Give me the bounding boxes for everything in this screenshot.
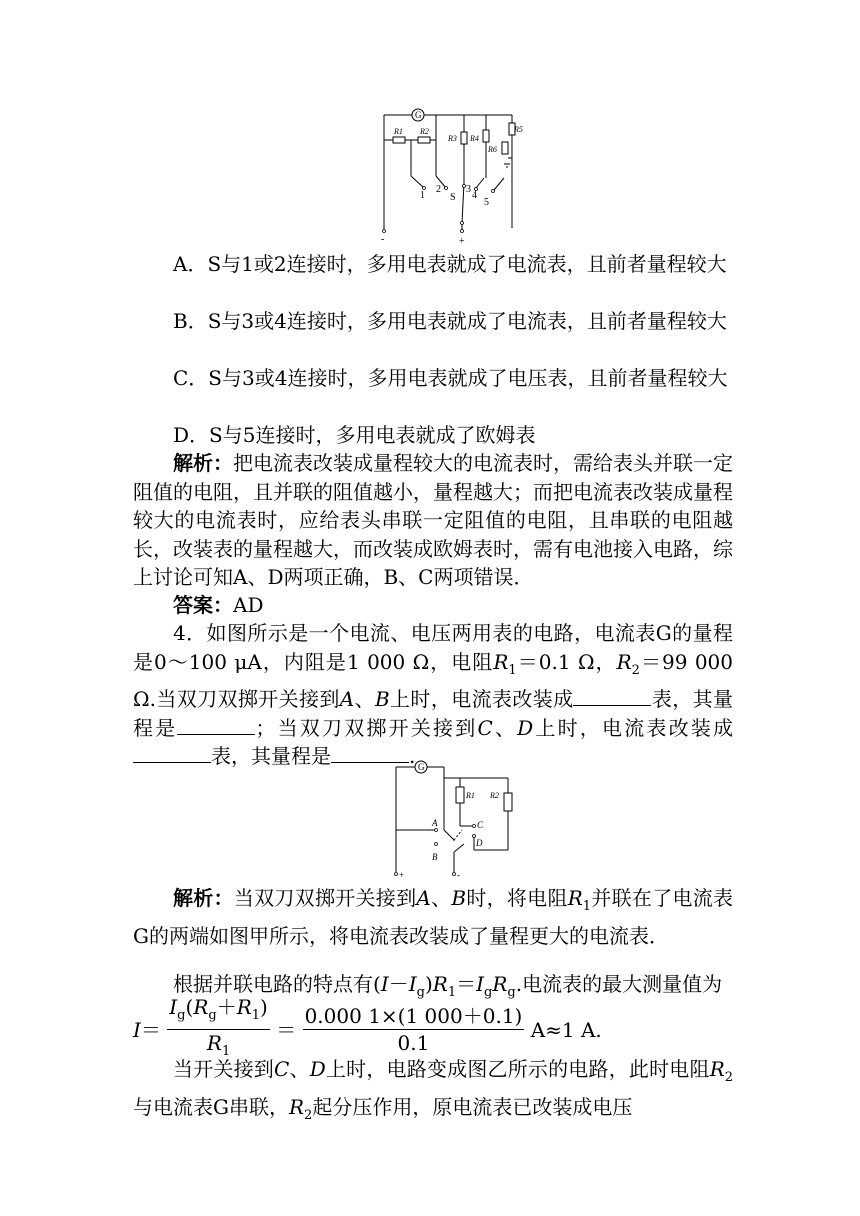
- formula-paragraph: 根据并联电路的特点有$(I-I_g)R_1=I_gR_g$.电流表的最大测量值为: [173, 972, 723, 1000]
- label-d2: D: [476, 838, 483, 848]
- label-plus: +: [459, 236, 465, 247]
- label-r6: R6: [488, 145, 497, 154]
- label-b2: B: [432, 852, 438, 862]
- circuit-diagram-multimeter: [376, 108, 536, 248]
- answer-text: AD: [233, 593, 264, 617]
- analysis-3: 当开关接到C、D上时，电路变成图乙所示的电路，此时电阻$R_2$与电流表G串联，$R_2$起分压作用，原电流表已改装成电压: [133, 1057, 734, 1123]
- formula-fraction-right: $\frac{0.000 1\times(1 000+0.1)}{0.1}$: [304, 1004, 523, 1055]
- label-a2: A: [432, 818, 438, 828]
- question-4: 4．如图所示是一个电流、电压两用表的电路，电流表G的量程是0～100 μA，内阻是1 000 Ω，电阻$R_1=0.1$ Ω，$R_2=99$ 000 Ω.当双刀双掷开关接到A、B上时，电流表改装成 表，其量程是 ；当双刀双掷开关接到C、D上时，电流表改装成表，其量程是 .: [133, 621, 734, 768]
- option-b: B．S与3或4连接时，多用电表就成了电流表，且前者量程较大: [173, 309, 727, 333]
- label-r1-2: R1: [466, 791, 475, 800]
- label-1: 1: [420, 190, 425, 201]
- label-r2: R2: [420, 127, 429, 136]
- label-5: 5: [484, 197, 489, 208]
- blank-2[interactable]: [177, 716, 255, 735]
- analysis-text: 把电流表改装成量程较大的电流表时，需给表头并联一定阻值的电阻，且并联的阻值越小，量程越大；而把电流表改装成量程较大的电流表时，应给表头串联一定阻值的电阻，且串联的电阻越长，改装表的量程越大，而改装成欧姆表时，需有电池接入电路，综上讨论可知A、D两项正确，B、C两项错误．: [133, 451, 733, 589]
- label-r4: R4: [470, 134, 479, 143]
- label-plus2: +: [399, 870, 405, 880]
- label-r3: R3: [448, 134, 457, 143]
- option-d: D．S与5连接时，多用电表就成了欧姆表: [173, 423, 536, 447]
- label-g2: G: [418, 762, 425, 772]
- option-c: C．S与3或4连接时，多用电表就成了电压表，且前者量程较大: [173, 366, 728, 390]
- label-2: 2: [436, 184, 441, 195]
- label-3: 3: [466, 184, 471, 195]
- label-s: S: [450, 192, 456, 203]
- answer-1: [133, 591, 733, 620]
- blank-3[interactable]: [133, 744, 211, 763]
- label-r2-2: R2: [490, 791, 499, 800]
- label-4: 4: [472, 190, 477, 201]
- circuit-diagram-dual-meter: [388, 760, 528, 882]
- label-g: G: [415, 110, 422, 120]
- label-r5: R5: [514, 125, 523, 134]
- formula: I＝ $\frac{I_g(R_g+R_1)}{R_1}$ ＝ $\frac{0.000 1\times(1 000+0.1)}{0.1}$ A≈1 A.: [133, 996, 753, 1067]
- blank-1[interactable]: [573, 687, 651, 706]
- label-r1: R1: [394, 127, 403, 136]
- analysis-2: 解析：当双刀双掷开关接到A、B时，将电阻$R_1$并联在了电流表G的两端如图甲所示，将电流表改装成了量程更大的电流表．: [133, 886, 734, 948]
- label-minus2: -: [457, 870, 460, 880]
- analysis-1: [133, 449, 733, 592]
- label-c2: C: [477, 820, 484, 830]
- answer-label: 答案：: [173, 593, 233, 617]
- analysis-label: 解析：: [173, 451, 233, 475]
- label-minus: -: [381, 234, 385, 245]
- option-a: A．S与1或2连接时，多用电表就成了电流表，且前者量程较大: [173, 252, 727, 276]
- analysis-label-2: 解析：: [173, 886, 234, 910]
- formula-fraction-left: $\frac{I_g(R_g+R_1)}{R_1}$: [169, 995, 268, 1059]
